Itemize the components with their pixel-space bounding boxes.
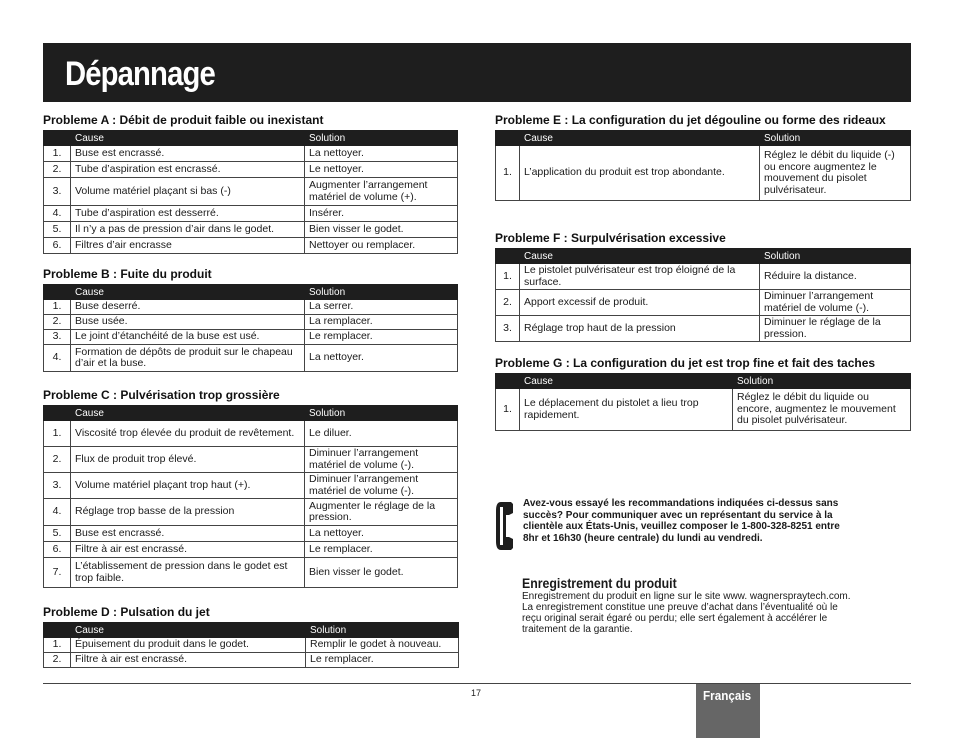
header-solution: Solution <box>305 131 458 146</box>
telephone-handset-icon <box>495 501 517 551</box>
row-number: 5. <box>44 526 71 542</box>
table-f <box>495 248 911 342</box>
row-number: 3. <box>44 473 71 499</box>
cause-cell: Buse est encrassé. <box>71 526 305 542</box>
solution-cell: Diminuer l’arrangement matériel de volume (-). <box>760 290 911 316</box>
section-f <box>495 232 911 342</box>
table-row <box>44 447 458 473</box>
solution-cell: Bien visser le godet. <box>305 222 458 238</box>
footer-divider <box>43 683 911 684</box>
table-row <box>496 389 911 431</box>
table-row <box>44 473 458 499</box>
header-solution: Solution <box>306 623 459 638</box>
header-cause: Cause <box>520 374 733 389</box>
row-number: 1. <box>44 638 71 653</box>
table-row <box>496 146 911 201</box>
table-row <box>44 206 458 222</box>
language-label: Français <box>703 688 752 703</box>
registration-title: Enregistrement du produit <box>522 575 677 591</box>
row-number: 1. <box>496 146 520 201</box>
contact-text: Avez-vous essayé les recommandations indiquées ci-dessus sans succès? Pour communiquer avec un représentant du service à la clientèle aux États-Unis, veuillez composer le 1-800-328-8251 entre 8hr et 16h30 (heure centrale) du lundi au vendredi. <box>523 498 840 544</box>
cause-cell: Viscosité trop élevée du produit de revêtement. <box>71 421 305 447</box>
cause-cell: Buse usée. <box>71 315 305 330</box>
page-title: Dépannage <box>65 55 215 93</box>
row-number: 6. <box>44 238 71 254</box>
header-cause: Cause <box>71 131 305 146</box>
row-number: 3. <box>44 178 71 206</box>
section-e <box>495 114 911 201</box>
solution-cell: Diminuer le réglage de la pression. <box>760 316 911 342</box>
table-row <box>44 638 459 653</box>
table-b <box>43 284 458 372</box>
cause-cell: Tube d’aspiration est encrassé. <box>71 162 305 178</box>
solution-cell: La nettoyer. <box>305 526 458 542</box>
table-a <box>43 130 458 254</box>
section-a-title: Probleme A : Débit de produit faible ou inexistant <box>43 113 324 127</box>
header-cause: Cause <box>520 249 760 264</box>
row-number: 2. <box>44 447 71 473</box>
language-tab <box>696 684 760 738</box>
solution-cell: La serrer. <box>305 300 458 315</box>
row-number: 4. <box>44 206 71 222</box>
row-number: 2. <box>496 290 520 316</box>
section-g-title: Probleme G : La configuration du jet est trop fine et fait des taches <box>495 356 876 370</box>
row-number: 4. <box>44 499 71 526</box>
table-e <box>495 130 911 201</box>
row-number: 2. <box>44 653 71 668</box>
table-row <box>496 264 911 290</box>
cause-cell: Volume matériel plaçant trop haut (+). <box>71 473 305 499</box>
header-solution: Solution <box>760 249 911 264</box>
header-cause: Cause <box>71 285 305 300</box>
solution-cell: Bien visser le godet. <box>305 558 458 588</box>
cause-cell: Tube d’aspiration est desserré. <box>71 206 305 222</box>
cause-cell: Il n’y a pas de pression d’air dans le godet. <box>71 222 305 238</box>
table-row <box>496 316 911 342</box>
cause-cell: Le joint d’étanchéité de la buse est usé. <box>71 330 305 345</box>
table-row <box>44 222 458 238</box>
cause-cell: Filtre à air est encrassé. <box>71 653 306 668</box>
section-a <box>43 114 458 254</box>
table-row <box>44 162 458 178</box>
cause-cell: Apport excessif de produit. <box>520 290 760 316</box>
solution-cell: Diminuer l’arrangement matériel de volume (-). <box>305 447 458 473</box>
table-row <box>44 178 458 206</box>
row-number: 1. <box>496 264 520 290</box>
solution-cell: Remplir le godet à nouveau. <box>306 638 459 653</box>
cause-cell: Réglage trop haut de la pression <box>520 316 760 342</box>
solution-cell: Le nettoyer. <box>305 162 458 178</box>
section-b <box>43 268 458 372</box>
header-solution: Solution <box>760 131 911 146</box>
section-e-title: Probleme E : La configuration du jet dégouline ou forme des rideaux <box>495 113 886 127</box>
table-row <box>496 290 911 316</box>
solution-cell: Réduire la distance. <box>760 264 911 290</box>
row-number: 7. <box>44 558 71 588</box>
table-row <box>44 330 458 345</box>
title-bar <box>43 43 911 102</box>
solution-cell: Le remplacer. <box>305 330 458 345</box>
cause-cell: Flux de produit trop élevé. <box>71 447 305 473</box>
row-number: 5. <box>44 222 71 238</box>
table-row <box>44 499 458 526</box>
table-d <box>43 622 459 668</box>
cause-cell: Buse deserré. <box>71 300 305 315</box>
header-cause: Cause <box>71 406 305 421</box>
row-number: 1. <box>44 146 71 162</box>
cause-cell: Buse est encrassé. <box>71 146 305 162</box>
solution-cell: La nettoyer. <box>305 146 458 162</box>
cause-cell: Filtre à air est encrassé. <box>71 542 305 558</box>
solution-cell: La nettoyer. <box>305 345 458 372</box>
solution-cell: Le diluer. <box>305 421 458 447</box>
table-row <box>44 653 459 668</box>
table-row <box>44 421 458 447</box>
header-solution: Solution <box>733 374 911 389</box>
header-solution: Solution <box>305 285 458 300</box>
row-number: 3. <box>44 330 71 345</box>
section-c <box>43 389 458 588</box>
cause-cell: Réglage trop basse de la pression <box>71 499 305 526</box>
product-registration <box>522 575 858 635</box>
table-row <box>44 315 458 330</box>
table-row <box>44 345 458 372</box>
row-number: 2. <box>44 162 71 178</box>
solution-cell: Nettoyer ou remplacer. <box>305 238 458 254</box>
table-c <box>43 405 458 588</box>
table-row <box>44 558 458 588</box>
solution-cell: Réglez le débit du liquide (-) ou encore augmentez le mouvement du pisolet pulvérisateur. <box>760 146 911 201</box>
row-number: 1. <box>496 389 520 431</box>
row-number: 4. <box>44 345 71 372</box>
row-number: 3. <box>496 316 520 342</box>
section-d <box>43 606 459 668</box>
registration-text: Enregistrement du produit en ligne sur le site www. wagnerspraytech.com. La enregistrement constitue une preuve d’achat dans l’éventualité où le reçu original serait égaré ou perdu; elle sert également à accélérer le traitement de la garantie. <box>522 591 851 635</box>
page-number: 17 <box>471 688 482 698</box>
section-c-title: Probleme C : Pulvérisation trop grossière <box>43 388 280 402</box>
table-row <box>44 542 458 558</box>
section-b-title: Probleme B : Fuite du produit <box>43 267 212 281</box>
solution-cell: Le remplacer. <box>306 653 459 668</box>
cause-cell: Filtres d’air encrasse <box>71 238 305 254</box>
section-g <box>495 357 911 431</box>
header-cause: Cause <box>520 131 760 146</box>
cause-cell: Le pistolet pulvérisateur est trop éloigné de la surface. <box>520 264 760 290</box>
cause-cell: L’établissement de pression dans le godet est trop faible. <box>71 558 305 588</box>
cause-cell: Volume matériel plaçant si bas (-) <box>71 178 305 206</box>
cause-cell: L’application du produit est trop abondante. <box>520 146 760 201</box>
row-number: 1. <box>44 300 71 315</box>
solution-cell: Le remplacer. <box>305 542 458 558</box>
solution-cell: Insérer. <box>305 206 458 222</box>
customer-service-contact <box>495 498 855 560</box>
row-number: 2. <box>44 315 71 330</box>
solution-cell: Réglez le débit du liquide ou encore, augmentez le mouvement du pisolet pulvérisateur. <box>733 389 911 431</box>
row-number: 1. <box>44 421 71 447</box>
table-row <box>44 300 458 315</box>
row-number: 6. <box>44 542 71 558</box>
solution-cell: Diminuer l’arrangement matériel de volume (-). <box>305 473 458 499</box>
cause-cell: Formation de dépôts de produit sur le chapeau d’air et la buse. <box>71 345 305 372</box>
table-row <box>44 238 458 254</box>
table-row <box>44 526 458 542</box>
solution-cell: Augmenter l’arrangement matériel de volume (+). <box>305 178 458 206</box>
table-row <box>44 146 458 162</box>
header-solution: Solution <box>305 406 458 421</box>
header-cause: Cause <box>71 623 306 638</box>
cause-cell: Le déplacement du pistolet a lieu trop rapidement. <box>520 389 733 431</box>
cause-cell: Épuisement du produit dans le godet. <box>71 638 306 653</box>
solution-cell: Augmenter le réglage de la pression. <box>305 499 458 526</box>
solution-cell: La remplacer. <box>305 315 458 330</box>
table-g <box>495 373 911 431</box>
section-f-title: Probleme F : Surpulvérisation excessive <box>495 231 726 245</box>
section-d-title: Probleme D : Pulsation du jet <box>43 605 210 619</box>
